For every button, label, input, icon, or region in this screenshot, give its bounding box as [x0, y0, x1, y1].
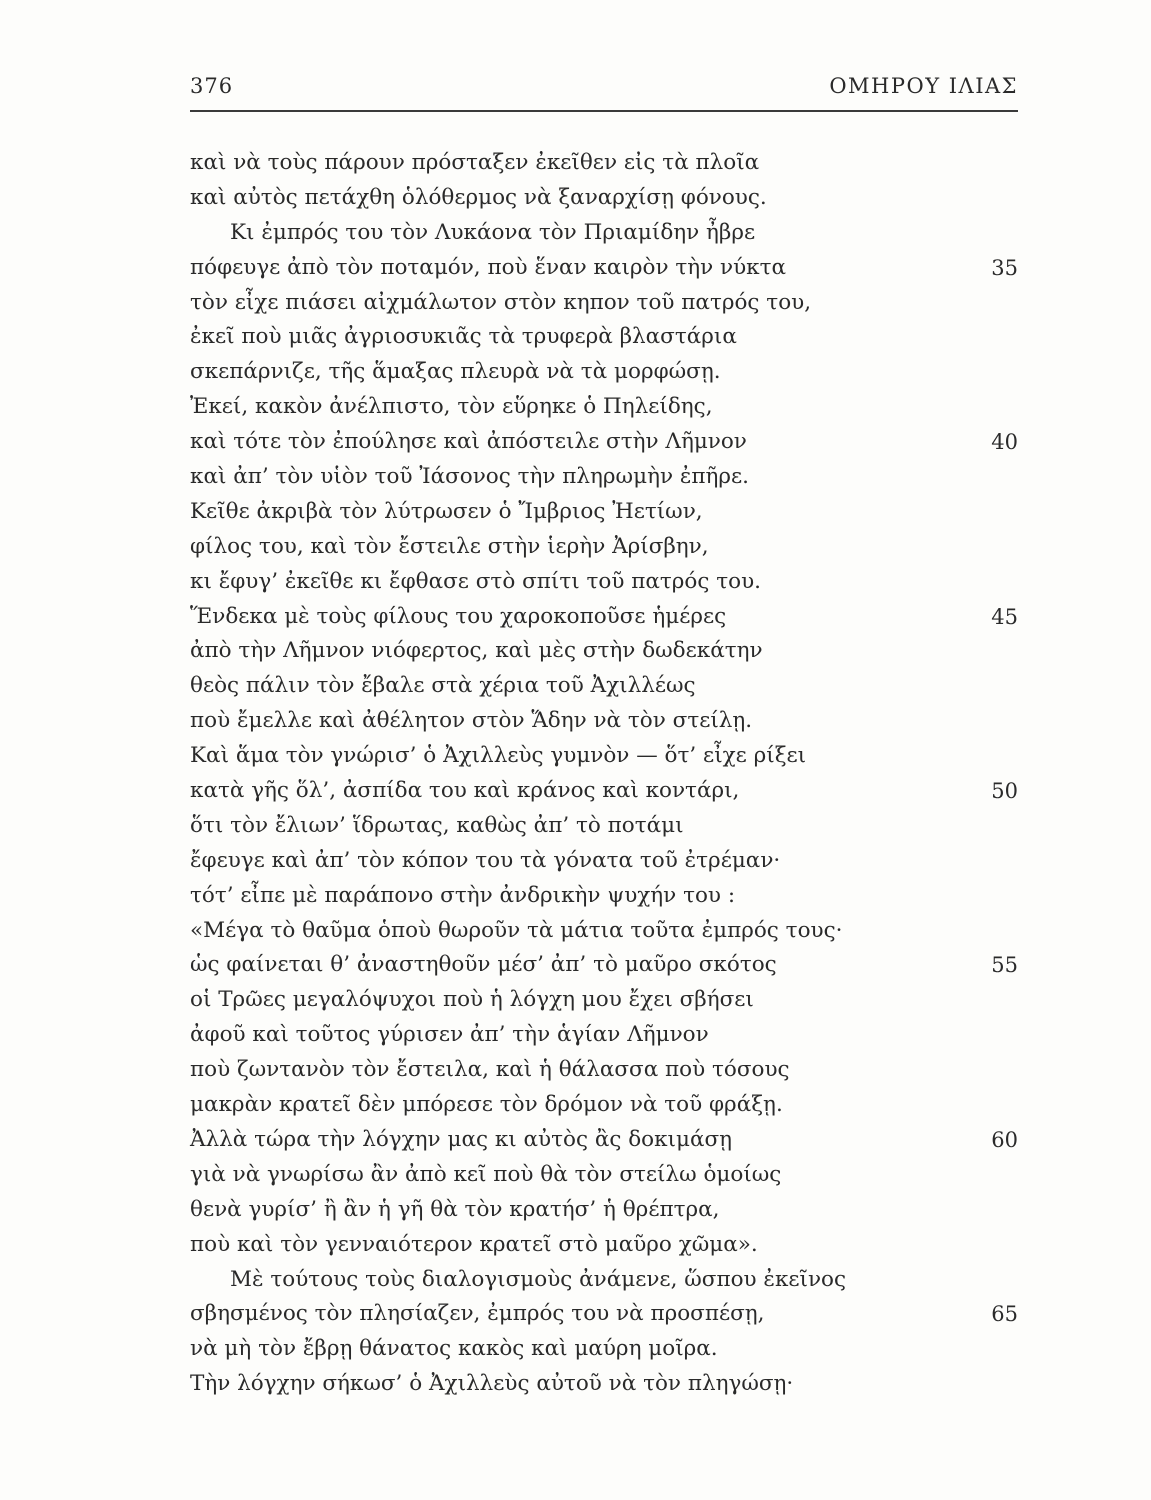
verse-text: Μὲ τούτους τοὺς διαλογισμοὺς ἀνάμενε, ὥσπου ἐκεῖνος — [230, 1266, 847, 1292]
verse-line — [190, 914, 1018, 949]
verse-text: ἀπὸ τὴν Λῆμνον νιόφερτος, καὶ μὲς στὴν δωδεκάτην — [190, 638, 763, 664]
verse-line — [190, 1297, 1018, 1332]
verse-line — [190, 739, 1018, 774]
verse-line — [190, 809, 1018, 844]
verse-block — [190, 146, 1018, 1402]
verse-text: ἔφευγε καὶ ἀπ’ τὸν κόπον του τὰ γόνατα τοῦ ἐτρέμαν· — [190, 847, 781, 873]
verse-text: Καὶ ἅμα τὸν γνώρισ’ ὁ Ἀχιλλεὺς γυμνὸν — ὅτ’ εἶχε ρίξει — [190, 743, 807, 769]
running-title: ΟΜΗΡΟΥ ΙΛΙΑΣ — [829, 74, 1018, 98]
verse-text: γιὰ νὰ γνωρίσω ἂν ἀπὸ κεῖ ποὺ θὰ τὸν στείλω ὁμοίως — [190, 1161, 782, 1187]
verse-line — [190, 879, 1018, 914]
verse-line — [190, 1018, 1018, 1053]
verse-line — [190, 320, 1018, 355]
verse-text: καὶ τότε τὸν ἐπούλησε καὶ ἀπόστειλε στὴν Λῆμνον — [190, 429, 747, 455]
verse-line — [190, 704, 1018, 739]
verse-text: κατὰ γῆς ὅλ’, ἀσπίδα του καὶ κράνος καὶ κοντάρι, — [190, 778, 740, 804]
verse-text: νὰ μὴ τὸν ἔβρῃ θάνατος κακὸς καὶ μαύρη μοῖρα. — [190, 1336, 718, 1362]
verse-text: Ἕνδεκα μὲ τοὺς φίλους του χαροκοποῦσε ἡμέρες — [190, 603, 727, 629]
verse-text: Ἐκεί, κακὸν ἀνέλπιστο, τὸν εὕρηκε ὁ Πηλείδης, — [190, 394, 713, 420]
verse-text: τότ’ εἶπε μὲ παράπονο στὴν ἀνδρικὴν ψυχήν του : — [190, 882, 736, 908]
verse-line — [190, 530, 1018, 565]
verse-text: θενὰ γυρίσ’ ἢ ἂν ἡ γῆ θὰ τὸν κρατήσ’ ἡ θρέπτρα, — [190, 1196, 720, 1222]
line-number: 45 — [991, 604, 1018, 629]
verse-text: καὶ αὐτὸς πετάχθη ὁλόθερμος νὰ ξαναρχίσῃ φόνους. — [190, 184, 767, 210]
verse-line — [190, 390, 1018, 425]
verse-line — [190, 1123, 1018, 1158]
verse-line — [190, 181, 1018, 216]
verse-line — [190, 774, 1018, 809]
verse-text: ὡς φαίνεται θ’ ἀναστηθοῦν μέσ’ ἀπ’ τὸ μαῦρο σκότος — [190, 952, 777, 978]
line-number: 60 — [991, 1127, 1018, 1152]
verse-line — [190, 983, 1018, 1018]
verse-line — [190, 600, 1018, 635]
verse-text: φίλος του, καὶ τὸν ἔστειλε στὴν ἱερὴν Ἀρίσβην, — [190, 533, 709, 559]
verse-line — [190, 1193, 1018, 1228]
verse-line — [190, 286, 1018, 321]
line-number: 40 — [991, 430, 1018, 455]
verse-line — [190, 1228, 1018, 1263]
verse-line — [190, 1158, 1018, 1193]
verse-text: ποὺ ζωντανὸν τὸν ἔστειλα, καὶ ἡ θάλασσα ποὺ τόσους — [190, 1057, 790, 1083]
verse-line — [190, 460, 1018, 495]
verse-line — [190, 146, 1018, 181]
verse-text: κι ἔφυγ’ ἐκεῖθε κι ἔφθασε στὸ σπίτι τοῦ πατρός του. — [190, 568, 761, 594]
verse-text: Ἀλλὰ τώρα τὴν λόγχην μας κι αὐτὸς ἂς δοκιμάσῃ — [190, 1126, 733, 1152]
verse-text: σκεπάρνιζε, τῆς ἅμαξας πλευρὰ νὰ τὰ μορφώσῃ. — [190, 359, 721, 385]
verse-line — [190, 1088, 1018, 1123]
line-number: 35 — [991, 255, 1018, 280]
verse-text: σβησμένος τὸν πλησίαζεν, ἐμπρός του νὰ προσπέσῃ, — [190, 1301, 765, 1327]
verse-text: ἐκεῖ ποὺ μιᾶς ἀγριοσυκιᾶς τὰ τρυφερὰ βλαστάρια — [190, 324, 737, 350]
line-number: 65 — [991, 1302, 1018, 1327]
verse-line — [190, 844, 1018, 879]
verse-line — [190, 1367, 1018, 1402]
line-number: 55 — [991, 953, 1018, 978]
verse-line — [190, 495, 1018, 530]
verse-line — [190, 216, 1018, 251]
verse-line — [190, 251, 1018, 286]
verse-line — [190, 948, 1018, 983]
verse-text: μακρὰν κρατεῖ δὲν μπόρεσε τὸν δρόμον νὰ τοῦ φράξῃ. — [190, 1092, 783, 1118]
verse-text: «Μέγα τὸ θαῦμα ὁποὺ θωροῦν τὰ μάτια τοῦτα ἐμπρός τους· — [190, 917, 843, 943]
verse-line — [190, 1332, 1018, 1367]
verse-line — [190, 355, 1018, 390]
verse-line — [190, 425, 1018, 460]
verse-text: Κι ἐμπρός του τὸν Λυκάονα τὸν Πριαμίδην ἦβρε — [230, 219, 756, 245]
verse-text: ποὺ καὶ τὸν γενναιότερον κρατεῖ στὸ μαῦρο χῶμα». — [190, 1231, 758, 1257]
line-number: 50 — [991, 779, 1018, 804]
verse-line — [190, 669, 1018, 704]
verse-text: καὶ νὰ τοὺς πάρουν πρόσταξεν ἐκεῖθεν εἰς τὰ πλοῖα — [190, 150, 760, 175]
verse-line — [190, 565, 1018, 600]
header-rule — [190, 110, 1018, 112]
verse-line — [190, 1053, 1018, 1088]
verse-text: ὅτι τὸν ἔλιων’ ἵδρωτας, καθὼς ἀπ’ τὸ ποτάμι — [190, 812, 684, 838]
verse-line — [190, 1263, 1018, 1298]
verse-text: τὸν εἶχε πιάσει αἰχμάλωτον στὸν κηπον τοῦ πατρός του, — [190, 289, 812, 315]
page-header — [190, 74, 1018, 104]
verse-text: ποὺ ἔμελλε καὶ ἀθέλητον στὸν Ἅδην νὰ τὸν στείλῃ. — [190, 708, 753, 734]
verse-text: θεὸς πάλιν τὸν ἔβαλε στὰ χέρια τοῦ Ἀχιλλέως — [190, 673, 696, 699]
verse-text: οἱ Τρῶες μεγαλόψυχοι ποὺ ἡ λόγχη μου ἔχει σβήσει — [190, 987, 754, 1013]
verse-line — [190, 634, 1018, 669]
verse-text: καὶ ἀπ’ τὸν υἱὸν τοῦ Ἰάσονος τὴν πληρωμὴν ἐπῆρε. — [190, 464, 750, 490]
verse-text: πόφευγε ἀπὸ τὸν ποταμόν, ποὺ ἕναν καιρὸν τὴν νύκτα — [190, 254, 787, 280]
verse-text: Κεῖθε ἀκριβὰ τὸν λύτρωσεν ὁ Ἴμβριος Ἠετίων, — [190, 498, 703, 524]
verse-text: ἀφοῦ καὶ τοῦτος γύρισεν ἀπ’ τὴν ἁγίαν Λῆμνον — [190, 1022, 709, 1048]
verse-text: Τὴν λόγχην σήκωσ’ ὁ Ἀχιλλεὺς αὐτοῦ νὰ τὸν πληγώσῃ· — [190, 1371, 794, 1397]
page-number: 376 — [190, 74, 234, 98]
